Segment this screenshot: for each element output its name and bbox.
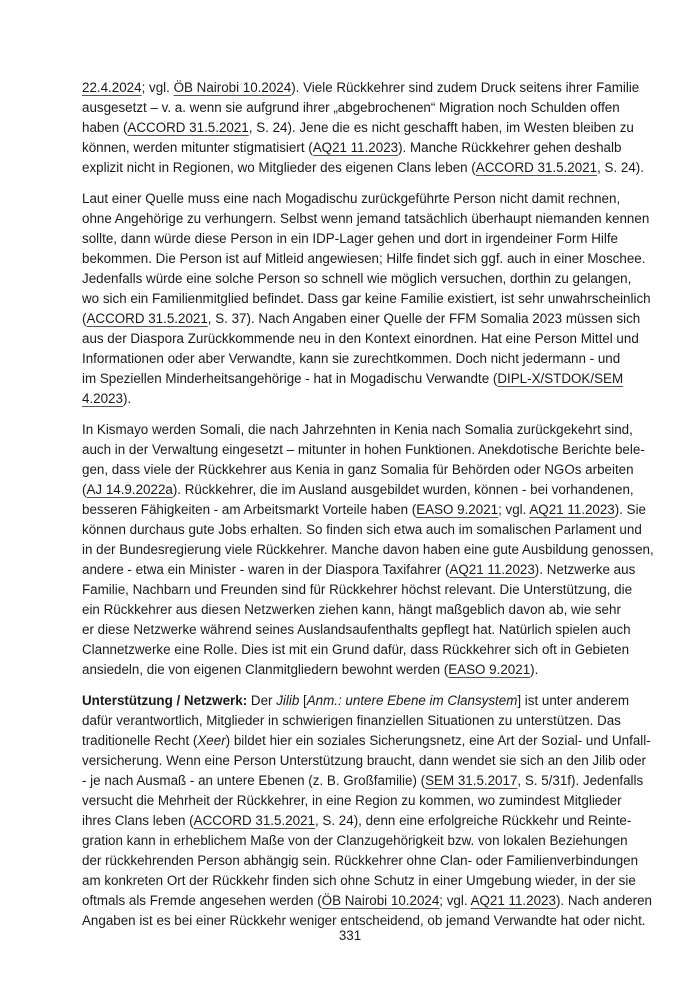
source-link[interactable]: ACCORD 31.5.2021: [193, 813, 315, 828]
document-body: [82, 78, 654, 942]
text: andere - etwa ein Minister - waren in der Diaspora Taxifahrer (: [82, 562, 450, 577]
italic-text: Jilib: [276, 693, 300, 708]
text-line: [82, 309, 641, 329]
italic-text: Xeer: [197, 733, 226, 748]
text-line: [82, 691, 630, 711]
text: am konkreten Ort der Rückkehr finden sich ohne Schutz in einer Umgebung wieder, in der sie: [82, 873, 636, 888]
text: ). Viele Rückkehrer sind zudem Druck seitens ihrer Familie: [291, 80, 640, 95]
source-link[interactable]: DIPL-X/STDOK/SEM: [497, 371, 624, 386]
text-line: [82, 98, 618, 118]
text-line: [82, 771, 644, 791]
text: oftmals als Fremde angesehen werden (: [82, 893, 322, 908]
text-line: [82, 851, 639, 871]
text: , S. 5/31f). Jedenfalls: [517, 773, 644, 788]
text: explizit nicht in Regionen, wo Mitglieder des eigenen Clans leben (: [82, 160, 476, 175]
text: ). Nach anderen: [555, 893, 652, 908]
text-line: [82, 600, 621, 620]
text-line: [82, 349, 621, 369]
italic-text: Anm.: untere Ebene im Clansystem: [306, 693, 518, 708]
text: ] ist unter anderem: [517, 693, 630, 708]
page-number: 331: [338, 928, 362, 943]
text: ohne Angehörige zu verhungern. Selbst wenn jemand tatsächlich überhaupt niemanden kennen: [82, 211, 650, 226]
source-link[interactable]: AQ21 11.2023: [312, 140, 399, 155]
text-line: [82, 209, 650, 229]
source-link[interactable]: AQ21 11.2023: [529, 502, 615, 517]
text: ).: [530, 662, 539, 677]
text: Angaben ist es bei einer Rückkehr weniger entscheidend, ob jemand Verwandte hat oder nicht.: [82, 913, 646, 928]
text: ansiedeln, die von eigenen Clanmitgliedern bewohnt werden (: [82, 662, 449, 677]
text: können, werden mitunter stigmatisiert (: [82, 140, 313, 155]
text-line: [82, 189, 621, 209]
text: ; vgl.: [439, 893, 471, 908]
text: versicherung. Wenn eine Person Unterstützung braucht, dann wendet sie sich an den Jilib oder: [82, 753, 646, 768]
text: besseren Fähigkeiten - am Arbeitsmarkt Vorteile haben (: [82, 502, 417, 517]
source-link[interactable]: AQ21 11.2023: [449, 562, 535, 577]
text-line: [82, 329, 639, 349]
text-line: [82, 891, 652, 911]
text-line: [82, 389, 618, 409]
text: ; vgl.: [141, 80, 174, 95]
text-line: [82, 229, 618, 249]
text-line: [82, 871, 636, 891]
text: ). Sie: [614, 502, 646, 517]
text: sollte, dann würde diese Person in ein IDP-Lager gehen und dort in irgendeiner Form Hilfe: [82, 231, 618, 246]
text: ausgesetzt – v. a. wenn sie aufgrund ihrer „abgebrochenen“ Migration noch Schulden offen: [82, 100, 620, 115]
text: Familie, Nachbarn und Freunden sind für Rückkehrer höchst relevant. Die Unterstützung, die: [82, 582, 633, 597]
text-line: [82, 480, 634, 500]
text-line: [82, 460, 634, 480]
text: versucht die Mehrheit der Rückkehrer, in eine Region zu kommen, wo zumindest Mitglieder: [82, 793, 622, 808]
source-link[interactable]: ÖB Nairobi 10.2024: [321, 893, 440, 908]
text: , S. 24), denn eine erfolgreiche Rückkehr und Reinte-: [314, 813, 632, 828]
text-line: [82, 620, 631, 640]
text-line: [82, 520, 642, 540]
text: ; vgl.: [498, 502, 530, 517]
text-line: [82, 580, 633, 600]
text-line: [82, 500, 646, 520]
text: im Speziellen Minderheitsangehörige - hat in Mogadischu Verwandte (: [82, 371, 498, 386]
text: aus der Diaspora Zurückkommende neu in den Kontext einordnen. Hat eine Person Mittel und: [82, 331, 639, 346]
text-line: [82, 560, 636, 580]
text: ein Rückkehrer aus diesen Netzwerken ziehen kann, hängt maßgeblich davon ab, wie sehr: [82, 602, 621, 617]
text: Jedenfalls würde eine solche Person so schnell wie möglich versuchen, dorthin zu gelangen,: [82, 271, 632, 286]
text: bekommen. Die Person ist auf Mitleid angewiesen; Hilfe findet sich ggf. auch in einer Moschee.: [82, 251, 646, 266]
text-line: [82, 249, 646, 269]
text: der rückkehrenden Person abhängig sein. Rückkehrer ohne Clan- oder Familienverbindungen: [82, 853, 639, 868]
text-line: [82, 158, 644, 178]
source-link[interactable]: AJ 14.9.2022a: [86, 482, 173, 497]
paragraph: [82, 691, 652, 931]
text: traditionelle Recht (: [82, 733, 198, 748]
text: ihres Clans leben (: [82, 813, 194, 828]
paragraph: [82, 420, 654, 680]
text-line: [82, 118, 634, 138]
source-link[interactable]: SEM 31.5.2017: [425, 773, 518, 788]
text: Informationen oder aber Verwandte, kann sie zurechtkommen. Doch nicht jedermann - und: [82, 351, 621, 366]
text-line: [82, 540, 654, 560]
text: wo sich ein Familienmitglied befindet. Dass gar keine Familie existiert, ist sehr unwahrscheinlich: [82, 291, 651, 306]
text-line: [82, 420, 633, 440]
section-heading: Unterstützung / Netzwerk:: [82, 693, 248, 708]
text: ).: [122, 391, 132, 406]
text-line: [82, 811, 632, 831]
text: [: [299, 693, 307, 708]
text-line: [82, 711, 621, 731]
source-link[interactable]: ÖB Nairobi 10.2024: [173, 80, 292, 95]
text-line: [82, 791, 622, 811]
text: gen, dass viele der Rückkehrer aus Kenia in ganz Somalia für Behörden oder NGOs arbeiten: [82, 462, 634, 477]
text: (: [82, 482, 87, 497]
text: ). Netzwerke aus: [534, 562, 636, 577]
text: er diese Netzwerke während seines Auslandsaufenthalts gepflegt hat. Natürlich spielen auch: [82, 622, 631, 637]
text: In Kismayo werden Somali, die nach Jahrzehnten in Kenia nach Somalia zurückgekehrt sind,: [82, 422, 633, 437]
text-line: [82, 269, 632, 289]
source-link[interactable]: AQ21 11.2023: [470, 893, 556, 908]
paragraph: [82, 189, 651, 409]
text-line: [82, 369, 624, 389]
text-line: [82, 440, 645, 460]
source-link[interactable]: 4.2023: [82, 391, 123, 406]
text: können durchaus gute Jobs erhalten. So finden sich etwa auch im somalischen Parlament und: [82, 522, 642, 537]
source-link[interactable]: EASO 9.2021: [416, 502, 499, 517]
text: dafür verantwortlich, Mitglieder in schwierigen finanziellen Situationen zu unterstützen. Das: [82, 713, 621, 728]
text-line: [82, 640, 630, 660]
text: Clannetzwerke eine Rolle. Dies ist mit ein Grund dafür, dass Rückkehrer sich oft in Gebieten: [82, 642, 630, 657]
text-line: [82, 731, 651, 751]
text: , S. 24).: [597, 160, 644, 175]
source-link[interactable]: EASO 9.2021: [448, 662, 531, 677]
text: , S. 37). Nach Angaben einer Quelle der FFM Somalia 2023 müssen sich: [207, 311, 641, 326]
source-link[interactable]: ACCORD 31.5.2021: [127, 120, 249, 135]
text: ) bildet hier ein soziales Sicherungsnetz, eine Art der Sozial- und Unfall-: [225, 733, 651, 748]
text: gration kann in erheblichem Maße von der Clanzugehörigkeit bzw. von lokalen Beziehungen: [82, 833, 628, 848]
paragraph: [82, 78, 644, 178]
text: ). Rückkehrer, die im Ausland ausgebildet wurden, können - bei vorhandenen,: [172, 482, 634, 497]
text-line: [82, 831, 628, 851]
text: auch in der Verwaltung eingesetzt – mitunter in hohen Funktionen. Anekdotische Berichte bele-: [82, 442, 645, 457]
text: Laut einer Quelle muss eine nach Mogadischu zurückgeführte Person nicht damit rechnen,: [82, 191, 621, 206]
text-line: [82, 751, 646, 771]
text: ). Manche Rückkehrer gehen deshalb: [398, 140, 622, 155]
source-link[interactable]: ACCORD 31.5.2021: [86, 311, 208, 326]
text-line: [82, 78, 640, 98]
source-link[interactable]: ACCORD 31.5.2021: [475, 160, 598, 175]
text-line: [82, 289, 651, 309]
text: , S. 24). Jene die es nicht geschafft haben, im Westen bleiben zu: [248, 120, 634, 135]
source-link[interactable]: 22.4.2024: [82, 80, 142, 95]
text: (: [82, 311, 87, 326]
text-line: [82, 138, 622, 158]
text: Der: [247, 693, 277, 708]
text: in der Bundesregierung viele Rückkehrer. Manche davon haben eine gute Ausbildung genossen,: [82, 542, 654, 557]
text: - je nach Ausmaß - an untere Ebenen (z. B. Großfamilie) (: [82, 773, 426, 788]
text: haben (: [82, 120, 128, 135]
text-line: [82, 660, 618, 680]
